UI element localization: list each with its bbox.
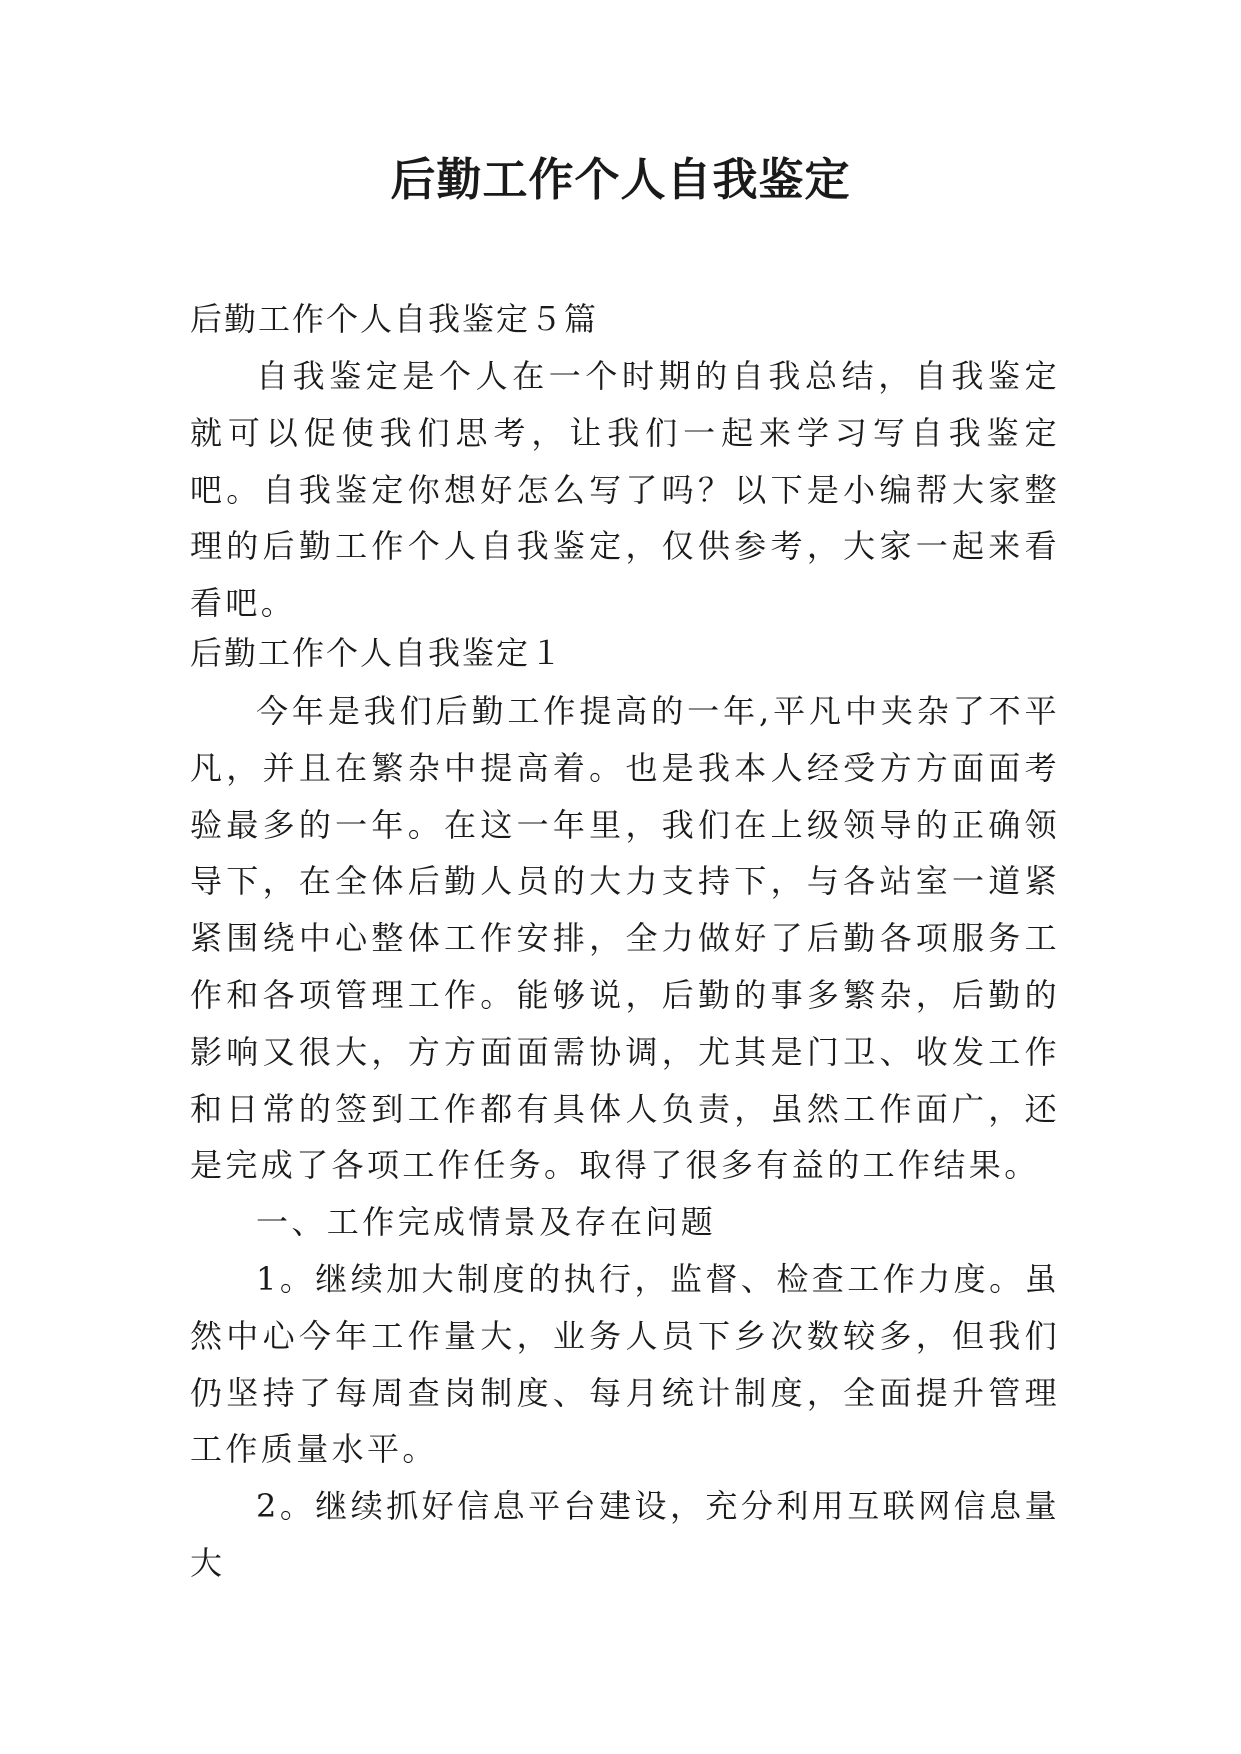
- body-paragraph: 1。继续加大制度的执行，监督、检查工作力度。虽然中心今年工作量大，业务人员下乡次数较多，但我们仍坚持了每周查岗制度、每月统计制度，全面提升管理工作质量水平。: [190, 1259, 1060, 1469]
- document-title: 后勤工作个人自我鉴定: [390, 153, 851, 206]
- body-paragraph: 2。继续抓好信息平台建设，充分利用互联网信息量大: [190, 1487, 1060, 1582]
- section-heading: 后勤工作个人自我鉴定１: [190, 634, 565, 672]
- body-paragraph: 今年是我们后勤工作提高的一年,平凡中夹杂了不平凡，并且在繁杂中提高着。也是我本人经受方方面面考验最多的一年。在这一年里，我们在上级领导的正确领导下，在全体后勤人员的大力支持下，与各站室一道紧紧围绕中心整体工作安排，全力做好了后勤各项服务工作和各项管理工作。能够说，后勤的事多繁杂，后勤的影响又很大，方方面面需协调，尤其是门卫、收发工作和日常的签到工作都有具体人负责，虽然工作面广，还是完成了各项工作任务。取得了很多有益的工作结果。: [190, 692, 1060, 1185]
- intro-paragraph: 自我鉴定是个人在一个时期的自我总结，自我鉴定就可以促使我们思考，让我们一起来学习写自我鉴定吧。自我鉴定你想好怎么写了吗？以下是小编帮大家整理的后勤工作个人自我鉴定，仅供参考，大家一起来看看吧。: [190, 357, 1060, 623]
- document-subtitle: 后勤工作个人自我鉴定５篇: [190, 300, 599, 338]
- subsection-heading: 一、工作完成情景及存在问题: [256, 1203, 717, 1242]
- section-body: [190, 683, 1060, 1592]
